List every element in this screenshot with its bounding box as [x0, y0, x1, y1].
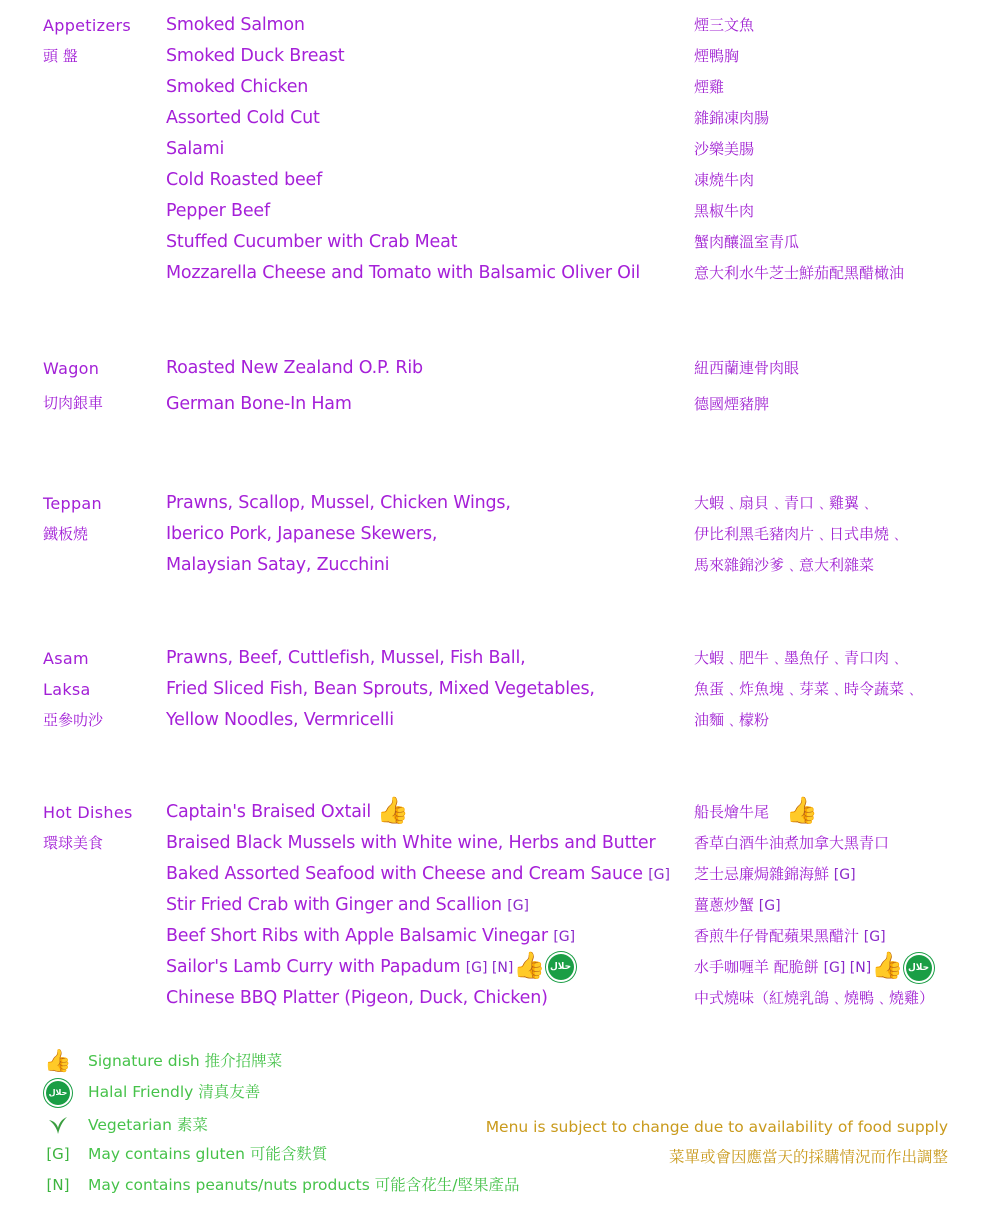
- dietary-tags: [G]: [863, 929, 886, 945]
- notice-zh: 菜單或會因應當天的採購情況而作出調整: [668, 1148, 948, 1166]
- category-label: [43, 488, 102, 550]
- category-en-line2: Laksa: [43, 680, 91, 699]
- menu-item-en: Pepper Beef: [166, 201, 270, 221]
- notice-en: Menu is subject to change due to availability of food supply: [485, 1118, 948, 1136]
- menu-item-zh: 黑椒牛肉: [694, 202, 755, 220]
- gluten-symbol: [G]: [46, 1145, 70, 1163]
- menu-item-zh: [694, 952, 994, 983]
- menu-item-en: [166, 983, 686, 1014]
- menu-item-zh: 大蝦﹑扇貝﹑青口﹑雞翼﹑: [694, 494, 875, 512]
- dietary-tags: [G]: [648, 867, 670, 883]
- legend-text: May contains gluten 可能含麩質: [88, 1145, 328, 1163]
- category-label: [43, 797, 133, 859]
- menu-item-zh: 煙雞: [694, 78, 725, 96]
- menu-item-zh: 沙樂美腸: [694, 140, 755, 158]
- dish-name-zh: 香煎牛仔骨配蘋果黑醋汁: [694, 927, 860, 945]
- halal-badge-text: حلال: [44, 1079, 72, 1107]
- halal-badge-icon: حلال: [546, 952, 576, 982]
- dish-name-zh: 薑蔥炒蟹: [694, 896, 755, 914]
- menu-item-en: Fried Sliced Fish, Bean Sprouts, Mixed Vegetables,: [166, 679, 595, 699]
- dietary-tags: [G]: [553, 929, 576, 945]
- category-zh: 鐵板燒: [43, 525, 89, 543]
- menu-item-zh: 雜錦凍肉腸: [694, 109, 770, 127]
- menu-item-en: [166, 921, 686, 952]
- chinese-item-list: [694, 10, 994, 289]
- menu-item-en: [166, 952, 686, 983]
- thumbs-up-icon: 👍: [44, 1049, 72, 1074]
- menu-item-en: Stuffed Cucumber with Crab Meat: [166, 232, 458, 252]
- category-en: Appetizers: [43, 16, 131, 35]
- menu-item-zh: 蟹肉釀溫室青瓜: [694, 233, 800, 251]
- menu-item-zh: [694, 797, 994, 828]
- menu-item-zh: 煙三文魚: [694, 16, 755, 34]
- dish-name-zh: 香草白酒牛油煮加拿大黑青口: [694, 834, 890, 852]
- menu-item-zh: 凍燒牛肉: [694, 171, 755, 189]
- thumbs-up-icon: 👍: [513, 951, 546, 981]
- menu-item-zh: 煙鴨胸: [694, 47, 740, 65]
- dietary-tags: [G]: [833, 867, 856, 883]
- legend-item-nuts: [43, 1170, 583, 1201]
- menu-item-zh: 油麵﹑檬粉: [694, 711, 770, 729]
- menu-item-en: Assorted Cold Cut: [166, 108, 320, 128]
- legend-item-halal: [43, 1077, 583, 1108]
- dish-name: Chinese BBQ Platter (Pigeon, Duck, Chicken): [166, 988, 548, 1008]
- menu-item-zh: [694, 859, 994, 890]
- legend-item-signature: [43, 1046, 583, 1077]
- menu-item-en: Mozzarella Cheese and Tomato with Balsamic Oliver Oil: [166, 263, 641, 283]
- english-item-list: [166, 643, 686, 736]
- menu-item-en: [166, 828, 686, 859]
- category-en: Asam: [43, 649, 89, 668]
- dietary-tags: [G] [N]: [465, 960, 514, 976]
- dish-name: Braised Black Mussels with White wine, Herbs and Butter: [166, 833, 656, 853]
- dish-name: Sailor's Lamb Curry with Papadum: [166, 957, 461, 977]
- menu-item-en: [166, 859, 686, 890]
- dish-name-zh: 水手咖喱羊 配脆餅: [694, 958, 819, 976]
- menu-item-en: Salami: [166, 139, 225, 159]
- legend-text: Signature dish 推介招牌菜: [88, 1052, 283, 1070]
- dish-name-zh: 芝士忌廉焗雜錦海鮮: [694, 865, 830, 883]
- menu-item-en: German Bone-In Ham: [166, 394, 352, 414]
- menu-item-en: Smoked Salmon: [166, 15, 305, 35]
- chinese-item-list: [694, 797, 994, 1014]
- thumbs-up-icon: 👍: [785, 796, 819, 826]
- dish-name: Captain's Braised Oxtail: [166, 802, 372, 822]
- english-item-list: [166, 353, 686, 420]
- category-en: Hot Dishes: [43, 803, 133, 822]
- menu-item-en: Yellow Noodles, Vermricelli: [166, 710, 394, 730]
- menu-item-en: Iberico Pork, Japanese Skewers,: [166, 524, 438, 544]
- category-zh: 亞參叻沙: [43, 711, 104, 729]
- menu-item-zh: [694, 921, 994, 952]
- menu-item-zh: [694, 828, 994, 859]
- menu-item-en: Prawns, Scallop, Mussel, Chicken Wings,: [166, 493, 511, 513]
- menu-item-zh: [694, 890, 994, 921]
- dietary-tags: [G] [N]: [823, 960, 872, 976]
- category-label: [43, 643, 103, 736]
- menu-item-en: Malaysian Satay, Zucchini: [166, 555, 390, 575]
- halal-badge-icon: [43, 1077, 73, 1108]
- category-zh: 頭 盤: [43, 47, 78, 65]
- chinese-item-list: [694, 488, 994, 581]
- nuts-symbol: [N]: [46, 1176, 70, 1194]
- category-label: [43, 10, 131, 72]
- menu-item-en: Prawns, Beef, Cuttlefish, Mussel, Fish Ball,: [166, 648, 526, 668]
- menu-item-en: Roasted New Zealand O.P. Rib: [166, 358, 423, 378]
- chinese-item-list: [694, 643, 994, 736]
- legend-text: Halal Friendly 清真友善: [88, 1083, 261, 1101]
- menu-item-en: [166, 797, 686, 828]
- menu-item-zh: 伊比利黑毛豬肉片﹑日式串燒﹑: [694, 525, 905, 543]
- menu-item-en: Smoked Duck Breast: [166, 46, 345, 66]
- availability-notice: [486, 1112, 948, 1172]
- menu-item-en: [166, 890, 686, 921]
- halal-badge-icon: حلال: [904, 953, 934, 983]
- menu-item-zh: [694, 983, 994, 1014]
- category-en: Wagon: [43, 359, 100, 378]
- dish-name: Stir Fried Crab with Ginger and Scallion: [166, 895, 502, 915]
- english-item-list: [166, 488, 686, 581]
- dish-name: Baked Assorted Seafood with Cheese and Cream Sauce: [166, 864, 643, 884]
- menu-item-zh: 大蝦﹑肥牛﹑墨魚仔﹑青口肉﹑: [694, 649, 905, 667]
- menu-item-zh: 德國煙豬脾: [694, 395, 770, 413]
- menu-item-zh: 紐西蘭連骨肉眼: [694, 359, 800, 377]
- menu-item-en: Cold Roasted beef: [166, 170, 323, 190]
- category-en: Teppan: [43, 494, 102, 513]
- vegetarian-leaf-icon: [43, 1108, 73, 1139]
- dietary-tags: [G]: [758, 898, 781, 914]
- menu-item-zh: 馬來雜錦沙爹﹑意大利雜菜: [694, 556, 875, 574]
- category-zh: 環球美食: [43, 834, 104, 852]
- dish-name-zh: 船長燴牛尾: [694, 803, 770, 821]
- menu-item-zh: 魚蛋﹑炸魚塊﹑芽菜﹑時令蔬菜﹑: [694, 680, 920, 698]
- thumbs-up-icon: 👍: [376, 796, 409, 826]
- dish-name-zh: 中式燒味（紅燒乳鴿﹑燒鴨﹑燒雞）: [694, 989, 935, 1007]
- thumbs-up-icon: 👍: [871, 951, 904, 981]
- menu-item-zh: 意大利水牛芝士鮮茄配黑醋橄油: [694, 264, 905, 282]
- category-zh: 切肉銀車: [43, 394, 104, 412]
- english-item-list: [166, 797, 686, 1014]
- category-label: [43, 353, 103, 419]
- dietary-tags: [G]: [507, 898, 530, 914]
- legend-text: May contains peanuts/nuts products 可能含花生/堅果產品: [88, 1176, 520, 1194]
- english-item-list: [166, 10, 686, 289]
- dish-name: Beef Short Ribs with Apple Balsamic Vinegar: [166, 926, 548, 946]
- menu-item-en: Smoked Chicken: [166, 77, 309, 97]
- legend-text: Vegetarian 素菜: [88, 1116, 208, 1134]
- chinese-item-list: [694, 353, 994, 420]
